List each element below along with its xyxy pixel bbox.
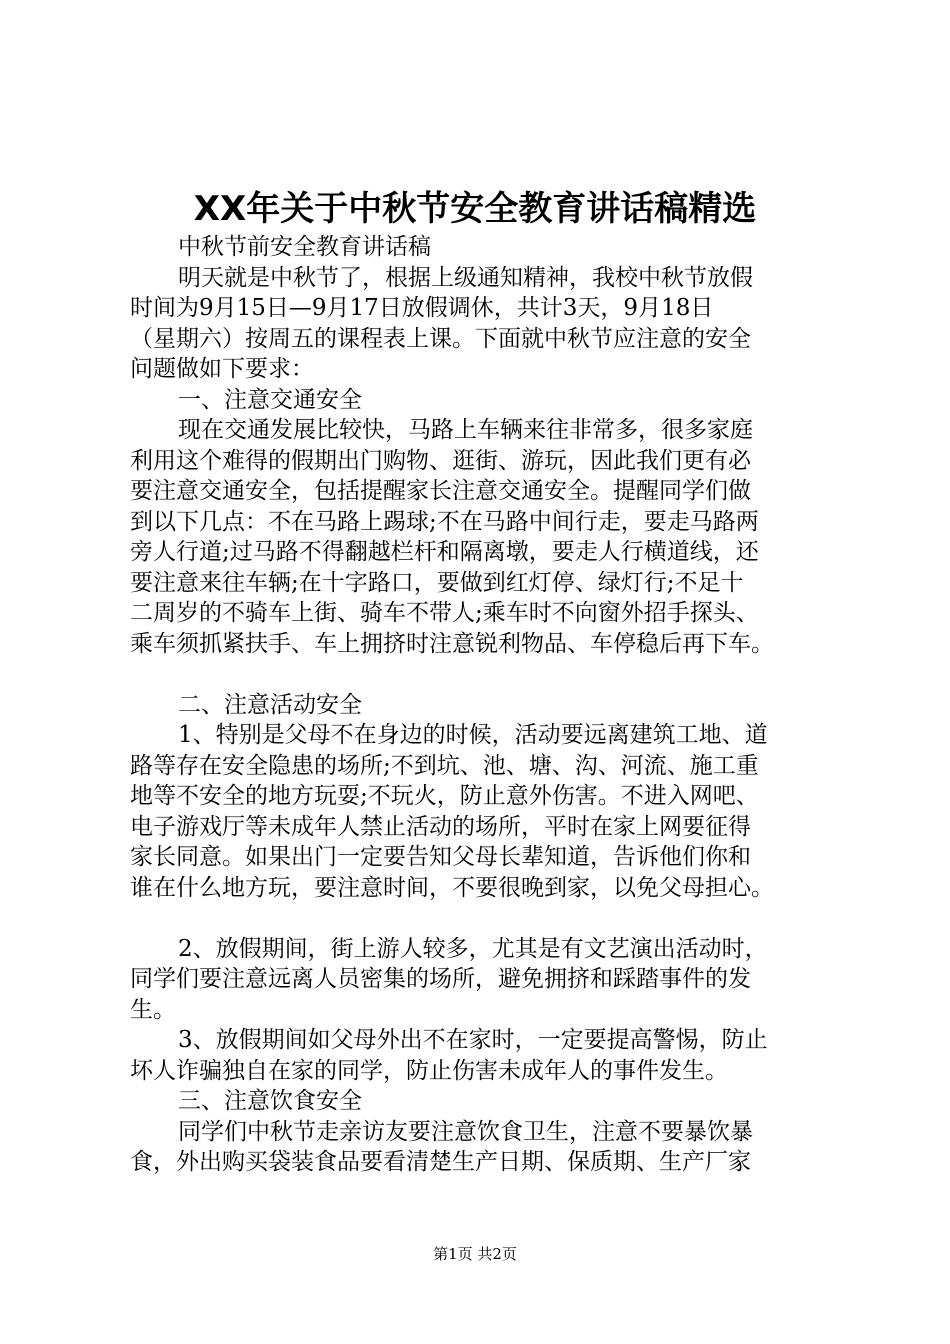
text-line: 同学们中秋节走亲访友要注意饮食卫生，注意不要暴饮暴 <box>178 1118 753 1145</box>
blank-line <box>130 659 820 690</box>
text-line: 二周岁的不骑车上街、骑车不带人;乘车时不向窗外招手探头、 <box>130 600 759 626</box>
text-line: 生。 <box>130 996 176 1023</box>
text-line: 坏人诈骗独自在家的同学，防止伤害未成年人的事件发生。 <box>130 1057 728 1084</box>
text-line: 三、注意饮食安全 <box>178 1088 362 1114</box>
text-line: 中秋节前安全教育讲话稿 <box>178 234 431 260</box>
document-body <box>130 232 820 1178</box>
text-line: 二、注意活动安全 <box>178 691 362 718</box>
text-line: 路等存在安全隐患的场所;不到坑、池、塘、沟、河流、施工重 <box>130 752 759 779</box>
text-line: 时间为9月15日—9月17日放假调休，共计3天，9月18日 <box>130 295 714 321</box>
text-line: 利用这个难得的假期出门购物、逛街、游玩，因此我们更有必 <box>130 447 751 474</box>
text-line: 地等不安全的地方玩耍;不玩火，防止意外伤害。不进入网吧、 <box>130 783 759 809</box>
text-line: 要注意交通安全，包括提醒家长注意交通安全。提醒同学们做 <box>130 478 751 504</box>
text-line: （星期六）按周五的课程表上课。下面就中秋节应注意的安全 <box>130 325 751 352</box>
text-line: 明天就是中秋节了，根据上级通知精神，我校中秋节放假 <box>178 264 753 291</box>
text-line: 电子游戏厅等未成年人禁止活动的场所，平时在家上网要征得 <box>130 813 751 840</box>
text-line: 2、放假期间，街上游人较多，尤其是有文艺演出活动时， <box>178 935 768 962</box>
text-line: 问题做如下要求： <box>130 356 314 382</box>
text-line: 1、特别是父母不在身边的时候，活动要远离建筑工地、道 <box>178 722 768 748</box>
text-line: 食，外出购买袋装食品要看清楚生产日期、保质期、生产厂家 <box>130 1149 751 1175</box>
text-line: 现在交通发展比较快，马路上车辆来往非常多，很多家庭 <box>178 417 753 443</box>
text-line: 到以下几点：不在马路上踢球;不在马路中间行走，要走马路两 <box>130 508 759 535</box>
text-line: 同学们要注意远离人员密集的场所，避免拥挤和踩踏事件的发 <box>130 966 751 992</box>
text-line: 谁在什么地方玩，要注意时间，不要很晚到家，以免父母担心。 <box>130 874 774 901</box>
text-line: 一、注意交通安全 <box>178 386 362 413</box>
text-line: 旁人行道;过马路不得翻越栏杆和隔离墩，要走人行横道线，还 <box>130 539 759 565</box>
document-title: XX年关于中秋节安全教育讲话稿精选 <box>193 189 757 229</box>
blank-line <box>130 903 820 934</box>
text-line: 要注意来往车辆;在十字路口，要做到红灯停、绿灯行;不足十 <box>130 569 744 596</box>
text-line: 3、放假期间如父母外出不在家时，一定要提高警惕，防止 <box>178 1027 768 1053</box>
page-footer: 第1页 共2页 <box>433 1245 517 1263</box>
text-line: 乘车须抓紧扶手、车上拥挤时注意锐利物品、车停稳后再下车。 <box>130 630 774 657</box>
text-line: 家长同意。如果出门一定要告知父母长辈知道，告诉他们你和 <box>130 844 751 870</box>
